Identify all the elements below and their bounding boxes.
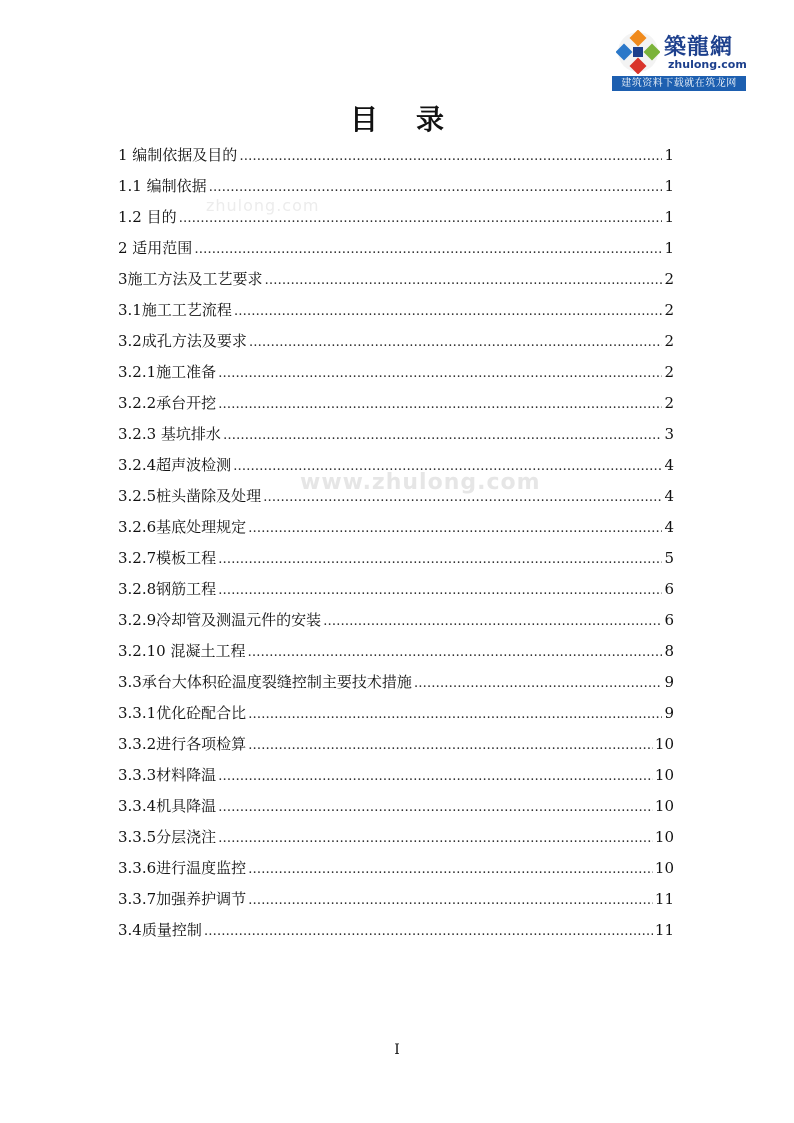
- toc-dot-leader: [218, 792, 653, 823]
- toc-entry-page: 3: [664, 425, 674, 443]
- toc-entry-label: 3.3.2进行各项检算: [118, 735, 247, 753]
- toc-entry-label: 3.2.7模板工程: [118, 549, 217, 567]
- watermark-small: zhulong.com: [206, 196, 320, 215]
- toc-dot-leader: [218, 575, 662, 606]
- toc-entry[interactable]: [118, 264, 674, 295]
- toc-entry-label: 1 编制依据及目的: [118, 146, 238, 164]
- toc-dot-leader: [233, 451, 662, 482]
- logo-domain: zhulong.com: [668, 58, 747, 71]
- toc-dot-leader: [234, 296, 663, 327]
- toc-dot-leader: [218, 389, 662, 420]
- toc-entry-label: 3.3.7加强养护调节: [118, 890, 247, 908]
- toc-entry-page: 10: [654, 797, 674, 815]
- toc-dot-leader: [265, 265, 663, 296]
- toc-dot-leader: [218, 358, 662, 389]
- table-of-contents: [118, 140, 674, 946]
- toc-dot-leader: [248, 699, 662, 730]
- toc-entry-page: 10: [654, 735, 674, 753]
- toc-entry-label: 3.2.3 基坑排水: [118, 425, 221, 443]
- toc-entry[interactable]: [118, 233, 674, 264]
- toc-entry-label: 3.3.5分层浇注: [118, 828, 217, 846]
- toc-entry-page: 2: [664, 363, 674, 381]
- toc-dot-leader: [323, 606, 662, 637]
- toc-entry-page: 10: [654, 859, 674, 877]
- watermark-large: www.zhulong.com: [300, 470, 541, 495]
- toc-entry[interactable]: [118, 853, 674, 884]
- toc-entry[interactable]: [118, 543, 674, 574]
- toc-dot-leader: [248, 885, 653, 916]
- toc-entry-page: 4: [664, 487, 674, 505]
- zhulong-logo-mark-icon: [616, 30, 660, 74]
- toc-entry-label: 3.3.1优化砼配合比: [118, 704, 247, 722]
- toc-entry-page: 1: [664, 177, 674, 195]
- toc-entry-label: 3.3承台大体积砼温度裂缝控制主要技术措施: [118, 673, 412, 691]
- toc-dot-leader: [218, 823, 653, 854]
- toc-entry-page: 1: [664, 208, 674, 226]
- toc-entry-page: 2: [664, 394, 674, 412]
- toc-entry[interactable]: [118, 450, 674, 481]
- toc-dot-leader: [218, 761, 653, 792]
- zhulong-logo: [612, 26, 746, 92]
- toc-entry-page: 4: [664, 518, 674, 536]
- toc-entry-label: 3.2.2承台开挖: [118, 394, 217, 412]
- toc-entry[interactable]: [118, 140, 674, 171]
- toc-entry-label: 3.2成孔方法及要求: [118, 332, 247, 350]
- toc-entry-page: 1: [664, 146, 674, 164]
- toc-dot-leader: [247, 637, 662, 668]
- toc-entry[interactable]: [118, 791, 674, 822]
- toc-dot-leader: [414, 668, 663, 699]
- toc-entry[interactable]: [118, 915, 674, 946]
- toc-dot-leader: [218, 544, 662, 575]
- logo-name-cn: 築龍網: [664, 35, 734, 60]
- page-title: 目录: [349, 103, 482, 136]
- toc-entry[interactable]: [118, 295, 674, 326]
- toc-entry[interactable]: [118, 574, 674, 605]
- toc-entry-label: 3.2.8钢筋工程: [118, 580, 217, 598]
- toc-entry[interactable]: [118, 388, 674, 419]
- toc-entry-label: 3.3.6进行温度监控: [118, 859, 247, 877]
- toc-entry-label: 2 适用范围: [118, 239, 193, 257]
- toc-entry-label: 3.2.5桩头凿除及处理: [118, 487, 262, 505]
- toc-entry-page: 2: [664, 270, 674, 288]
- toc-dot-leader: [248, 513, 662, 544]
- toc-entry[interactable]: [118, 357, 674, 388]
- logo-tagline: 建筑资料下载就在筑龙网: [612, 76, 746, 91]
- page-number: I: [394, 1042, 400, 1058]
- toc-entry[interactable]: [118, 171, 674, 202]
- toc-dot-leader: [204, 916, 653, 947]
- toc-entry-label: 3施工方法及工艺要求: [118, 270, 263, 288]
- toc-entry-page: 1: [664, 239, 674, 257]
- toc-entry-label: 3.2.9冷却管及测温元件的安装: [118, 611, 322, 629]
- toc-entry-label: 3.2.4超声波检测: [118, 456, 232, 474]
- toc-entry-page: 6: [664, 580, 674, 598]
- toc-entry-page: 9: [664, 673, 674, 691]
- toc-dot-leader: [179, 203, 663, 234]
- toc-entry-page: 10: [654, 766, 674, 784]
- toc-entry[interactable]: [118, 512, 674, 543]
- toc-entry-page: 9: [664, 704, 674, 722]
- toc-entry-page: 5: [664, 549, 674, 567]
- toc-entry[interactable]: [118, 636, 674, 667]
- toc-entry[interactable]: [118, 667, 674, 698]
- toc-entry-page: 11: [654, 921, 674, 939]
- toc-entry[interactable]: [118, 326, 674, 357]
- toc-entry-label: 3.3.4机具降温: [118, 797, 217, 815]
- toc-entry-page: 2: [664, 332, 674, 350]
- toc-entry[interactable]: [118, 729, 674, 760]
- toc-entry[interactable]: [118, 760, 674, 791]
- toc-entry-label: 3.4质量控制: [118, 921, 202, 939]
- toc-dot-leader: [263, 482, 662, 513]
- toc-entry-page: 8: [664, 642, 674, 660]
- toc-entry-page: 6: [664, 611, 674, 629]
- toc-entry[interactable]: [118, 481, 674, 512]
- toc-dot-leader: [194, 234, 662, 265]
- toc-entry[interactable]: [118, 884, 674, 915]
- toc-dot-leader: [223, 420, 663, 451]
- toc-entry[interactable]: [118, 605, 674, 636]
- toc-entry-page: 10: [654, 828, 674, 846]
- toc-entry-label: 3.2.1施工准备: [118, 363, 217, 381]
- toc-entry-label: 3.3.3材料降温: [118, 766, 217, 784]
- toc-dot-leader: [209, 172, 663, 203]
- toc-dot-leader: [248, 730, 653, 761]
- toc-dot-leader: [239, 141, 662, 172]
- toc-entry-label: 1.1 编制依据: [118, 177, 207, 195]
- toc-entry-label: 3.2.6基底处理规定: [118, 518, 247, 536]
- toc-entry-label: 3.2.10 混凝土工程: [118, 642, 246, 660]
- toc-dot-leader: [249, 327, 663, 358]
- toc-entry-page: 11: [654, 890, 674, 908]
- toc-entry[interactable]: [118, 822, 674, 853]
- toc-dot-leader: [248, 854, 653, 885]
- toc-entry[interactable]: [118, 419, 674, 450]
- toc-entry-page: 4: [664, 456, 674, 474]
- toc-entry[interactable]: [118, 202, 674, 233]
- toc-entry[interactable]: [118, 698, 674, 729]
- toc-entry-label: 1.2 目的: [118, 208, 177, 226]
- toc-entry-label: 3.1施工工艺流程: [118, 301, 232, 319]
- toc-entry-page: 2: [664, 301, 674, 319]
